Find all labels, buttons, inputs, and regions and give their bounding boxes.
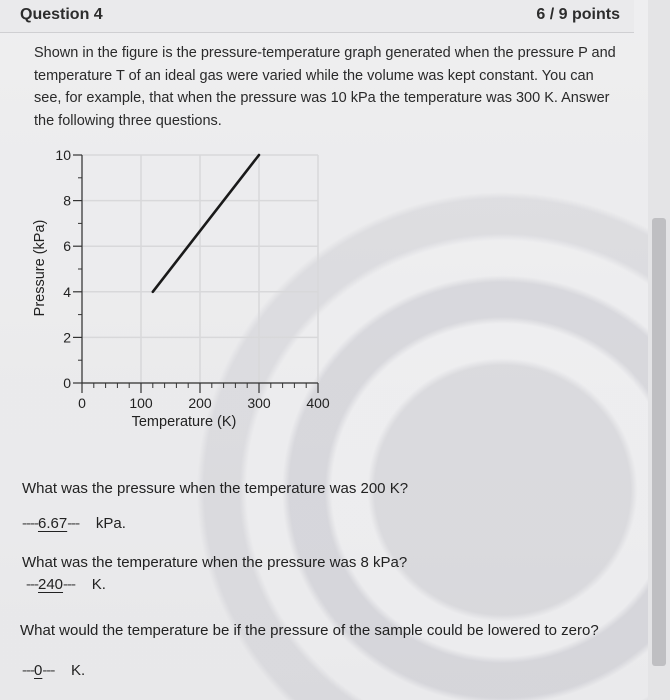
part-1-unit: kPa. — [95, 515, 126, 532]
chart-series — [153, 155, 259, 292]
x-tick-label-400: 400 — [306, 395, 330, 411]
part-3-unit: K. — [71, 662, 86, 679]
part-2-answer: ---240--- K. — [26, 576, 106, 593]
question-title: Question 4 — [20, 6, 103, 23]
y-tick-label-6: 6 — [63, 238, 71, 255]
part-3-question: What would the temperature be if the pressure of the sample could be lowered to zero? — [20, 622, 599, 639]
x-tick-label-100: 100 — [129, 395, 153, 411]
x-axis-label: Temperature (K) — [131, 414, 237, 430]
x-tick-label-0: 0 — [78, 395, 86, 411]
part-1-answer: ----6.67--- kPa. — [22, 515, 126, 532]
question-intro: Shown in the figure is the pressure-temperature graph generated when the pressure P and temperature T of an ideal gas were varied while the volume was kept constant. You can see, for example, that when the pressure was 10 kPa the temperature was 300 K. Answer the following three questions. — [34, 45, 616, 129]
part-3-answer: ---0--- K. — [22, 662, 86, 679]
chart-ticks — [55, 147, 329, 411]
part-3-answer-value[interactable]: 0 — [34, 662, 43, 679]
y-tick-label-2: 2 — [63, 329, 71, 346]
x-tick-label-300: 300 — [247, 395, 271, 411]
part-2-answer-value[interactable]: 240 — [38, 576, 64, 593]
part-1-answer-value[interactable]: 6.67 — [37, 515, 68, 532]
chart-grid — [82, 155, 318, 383]
scrollbar-thumb[interactable] — [652, 218, 666, 666]
question-points: 6 / 9 points — [536, 6, 620, 23]
y-tick-label-4: 4 — [63, 283, 71, 300]
y-tick-label-10: 10 — [55, 147, 71, 163]
y-tick-label-0: 0 — [63, 375, 71, 391]
part-1-question: What was the pressure when the temperature was 200 K? — [22, 480, 409, 497]
part-2-unit: K. — [91, 576, 106, 593]
x-tick-label-200: 200 — [188, 395, 212, 411]
series-line-0 — [153, 155, 259, 292]
y-tick-label-8: 8 — [63, 192, 71, 209]
part-2-question: What was the temperature when the pressure was 8 kPa? — [22, 554, 408, 571]
y-axis-label: Pressure (kPa) — [32, 219, 48, 317]
